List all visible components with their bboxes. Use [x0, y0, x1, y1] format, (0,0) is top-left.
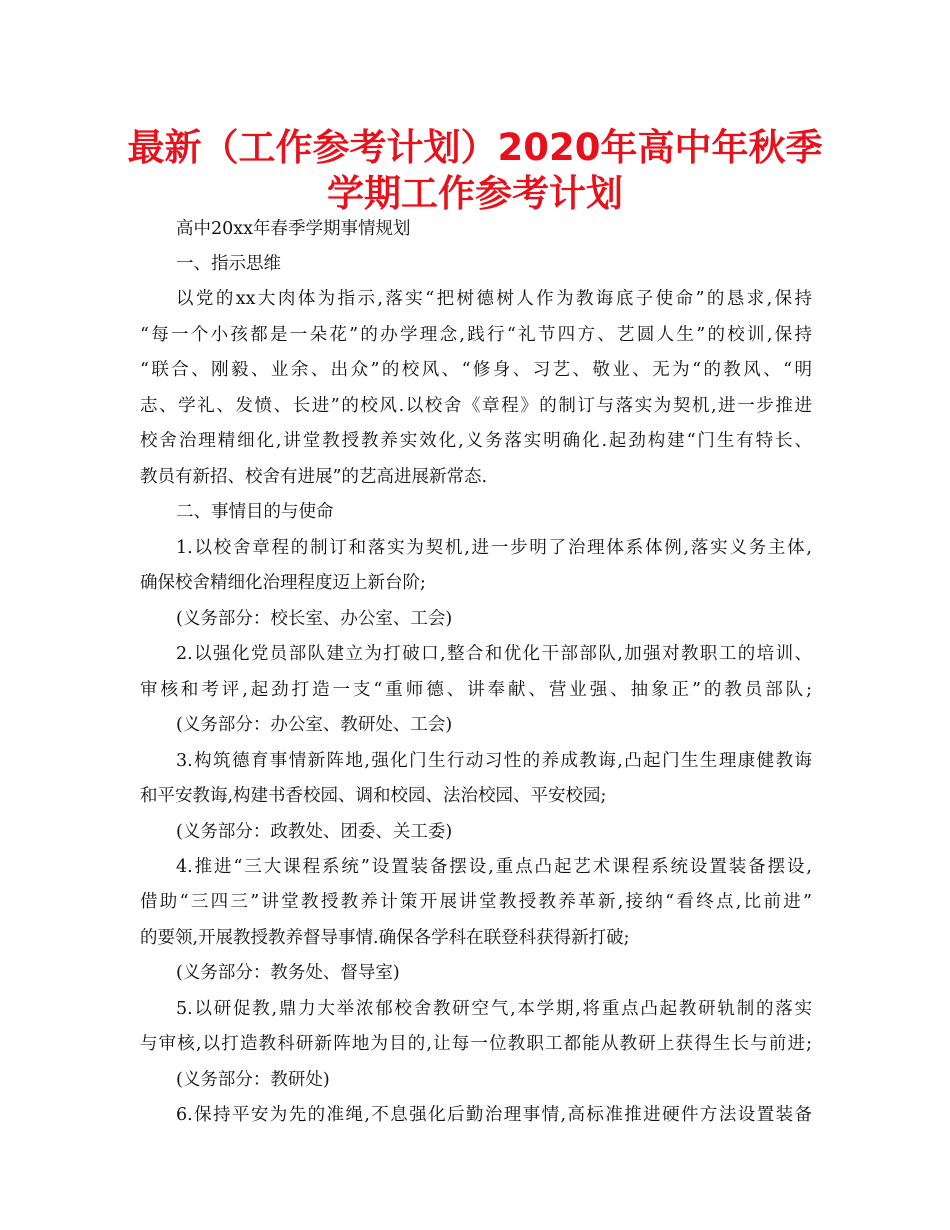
section-heading-goals-tasks: 二、事情目的与使命	[176, 502, 334, 522]
list-item-line: 与审核,以打造教科研新阵地为目的,让每一位教职工都能从教研上获得生长与前进;	[140, 1034, 812, 1054]
paragraph-line: 志、学礼、发愤、长进”的校风.以校舍《章程》的制订与落实为契机,进一步推进	[140, 396, 812, 416]
paragraph-line: 以党的xx大肉体为指示,落实“把树德树人作为教诲底子使命”的恳求,保持	[176, 289, 812, 309]
paragraph-line: “联合、刚毅、业余、出众”的校风、“修身、习艺、敬业、无为“的教风、“明	[140, 360, 812, 380]
list-item-line: 5.以研促教,鼎力大举浓郁校舍教研空气,本学期,将重点凸起教研轨制的落实	[176, 999, 812, 1019]
list-item-line: 和平安教诲,构建书香校园、调和校园、法治校园、平安校园;	[140, 786, 607, 806]
list-item-line: 审核和考评,起劲打造一支“重师德、讲奉献、营业强、抽象正”的教员部队;	[140, 680, 812, 700]
list-item-line: 6.保持平安为先的准绳,不息强化后勤治理事情,高标准推进硬件方法设置装备	[176, 1105, 812, 1125]
responsible-departments: (义务部分：政教处、团委、关工委)	[176, 822, 453, 842]
document-title-line-1: 最新（工作参考计划）2020年高中年秋季	[127, 126, 823, 169]
paragraph-line: 教员有新招、校舍有进展”的艺高进展新常态.	[140, 467, 488, 487]
responsible-departments: (义务部分：教研处)	[176, 1070, 330, 1090]
list-item-line: 3.构筑德育事情新阵地,强化门生行动习性的养成教诲,凸起门生生理康健教诲	[176, 751, 812, 771]
document-title-line-2: 学期工作参考计划	[327, 172, 623, 215]
list-item-line: 的要领,开展教授教养督导事情.确保各学科在联登科获得新打破;	[140, 928, 630, 948]
section-heading-guiding-thought: 一、指示思维	[176, 254, 281, 274]
paragraph-line: 校舍治理精细化,讲堂教授教养实效化,义务落实明确化.起劲构建“门生有特长、	[140, 431, 812, 451]
subtitle: 高中20xx年春季学期事情规划	[176, 219, 411, 239]
responsible-departments: (义务部分：校长室、办公室、工会)	[176, 609, 453, 629]
list-item-line: 2.以强化党员部队建立为打破口,整合和优化干部部队,加强对教职工的培训、	[176, 644, 812, 664]
list-item-line: 4.推进“三大课程系统”设置装备摆设,重点凸起艺术课程系统设置装备摆设,	[176, 857, 812, 877]
responsible-departments: (义务部分：教务处、督导室)	[176, 963, 400, 983]
responsible-departments: (义务部分：办公室、教研处、工会)	[176, 715, 453, 735]
list-item-line: 确保校舍精细化治理程度迈上新台阶;	[140, 573, 426, 593]
list-item-line: 借助“三四三”讲堂教授教养计策开展讲堂教授教养革新,接纳“看终点,比前进”	[140, 892, 812, 912]
list-item-line: 1.以校舍章程的制订和落实为契机,进一步明了治理体系体例,落实义务主体,	[176, 538, 812, 558]
paragraph-line: “每一个小孩都是一朵花”的办学理念,践行“礼节四方、艺圆人生”的校训,保持	[140, 325, 812, 345]
